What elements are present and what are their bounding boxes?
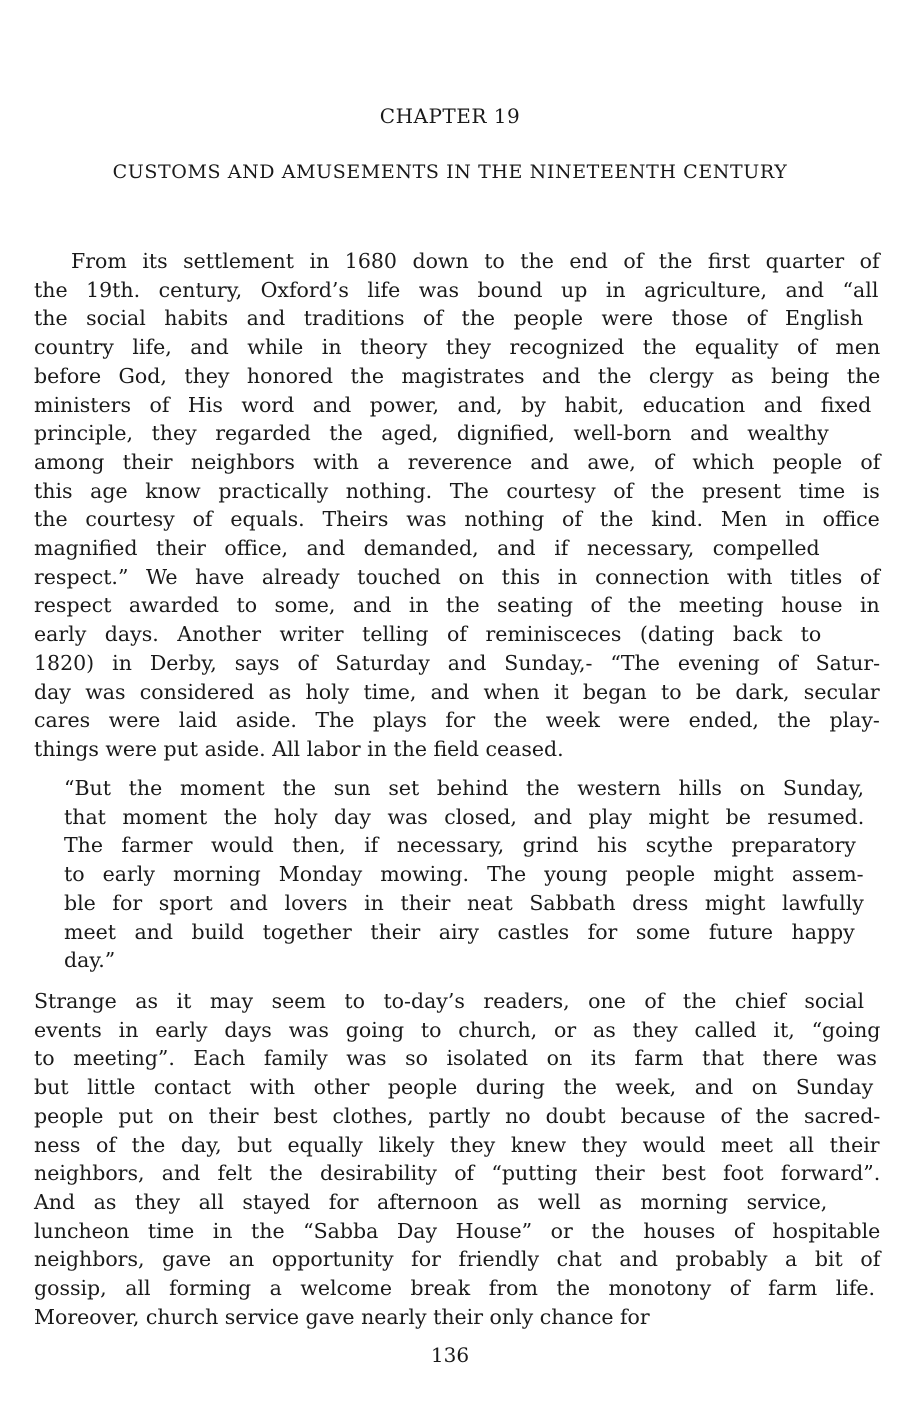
text-line: luncheon time in the “Sabba Day House” or the houses of hospitable (34, 1218, 881, 1243)
text-line: ministers of His word and power, and, by habit, education and fixed (34, 392, 872, 417)
text-line: Moreover, church service gave nearly their only chance for (34, 1304, 650, 1329)
text-line: respect.” We have already touched on this in connection with titles of (34, 564, 880, 589)
text-line: events in early days was going to church, or as they called it, “going (34, 1017, 881, 1042)
text-line: but little contact with other people during the week, and on Sunday (34, 1075, 874, 1100)
text-line: meet and build together their airy castles for some future happy (64, 919, 855, 944)
text-line: principle, they regarded the aged, dignified, well-born and wealthy (34, 421, 829, 446)
text-line: neighbors, gave an opportunity for friendly chat and probably a bit of (34, 1247, 881, 1272)
text-line: cares were laid aside. The plays for the week were ended, the play- (34, 708, 880, 733)
text-line: to meeting”. Each family was so isolated on its farm that there was (34, 1046, 877, 1071)
text-line: And as they all stayed for afternoon as well as morning service, (34, 1189, 828, 1214)
text-line: gossip, all forming a welcome break from the monotony of farm life. (34, 1276, 876, 1300)
text-line: before God, they honored the magistrates and the clergy as being the (34, 363, 881, 388)
text-line: that moment the holy day was closed, and play might be resumed. (64, 804, 865, 829)
page-number: 136 (430, 1343, 470, 1367)
text-line: to early morning Monday mowing. The young people might assem- (64, 862, 864, 887)
text-line: respect awarded to some, and in the seating of the meeting house in (34, 593, 880, 618)
text-line: people put on their best clothes, partly no doubt because of the sacred- (34, 1103, 881, 1128)
chapter-heading: CHAPTER 19 (379, 104, 521, 128)
text-line: magnified their office, and demanded, and if necessary, compelled (34, 536, 820, 560)
text-line: the 19th. century, Oxford’s life was bound up in agriculture, and “all (34, 277, 879, 302)
text-line: From its settlement in 1680 down to the end of the first quarter of (71, 249, 880, 273)
text-line: the social habits and traditions of the people were those of English (34, 306, 864, 331)
text-line: this age know practically nothing. The courtesy of the present time is (34, 478, 880, 503)
text-line: early days. Another writer telling of reminisceces (dating back to (34, 622, 822, 647)
text-line: “But the moment the sun set behind the western hills on Sunday, (64, 776, 864, 800)
chapter-title: CUSTOMS AND AMUSEMENTS IN THE NINETEENTH CENTURY (112, 161, 788, 183)
text-line: The farmer would then, if necessary, grind his scythe preparatory (64, 833, 856, 858)
text-line: among their neighbors with a reverence and awe, of which people of (34, 449, 881, 474)
text-line: day was considered as holy time, and when it began to be dark, secular (34, 679, 880, 704)
text-line: Strange as it may seem to to-day’s readers, one of the chief social (34, 989, 865, 1013)
text-line: ble for sport and lovers in their neat Sabbath dress might lawfully (64, 890, 864, 915)
text-line: things were put aside. All labor in the field ceased. (34, 736, 564, 761)
text-line: 1820) in Derby, says of Saturday and Sunday,- “The evening of Satur- (34, 650, 881, 675)
text-line: country life, and while in theory they recognized the equality of men (34, 335, 881, 360)
text-line: ness of the day, but equally likely they knew they would meet all their (34, 1132, 880, 1157)
text-line: day.” (64, 948, 116, 973)
text-line: the courtesy of equals. Theirs was nothing of the kind. Men in office (34, 507, 880, 532)
text-line: neighbors, and felt the desirability of “putting their best foot forward”. (34, 1161, 881, 1186)
